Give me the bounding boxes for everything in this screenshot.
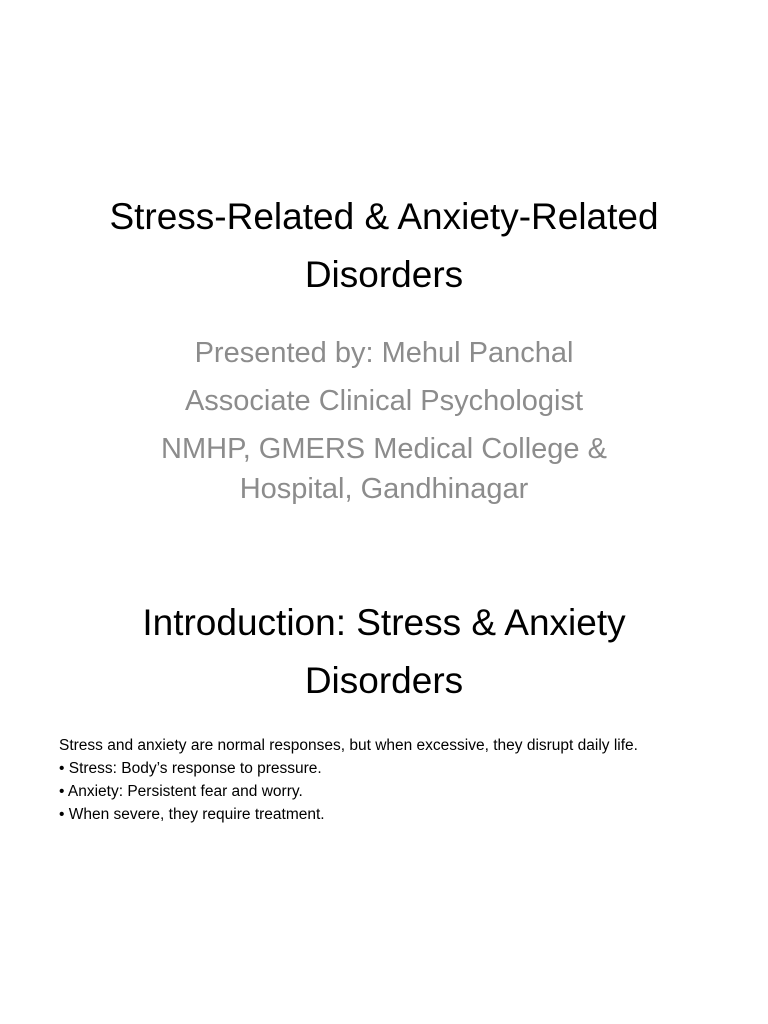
slide-title (40, 594, 728, 710)
intro-text: Stress and anxiety are normal responses, but when excessive, they disrupt daily life. (59, 737, 638, 754)
presenter-name: Presented by: Mehul Panchal (194, 337, 574, 369)
slide-body (59, 734, 739, 826)
presenter-institution: Hospital, Gandhinagar (239, 473, 529, 505)
slide-title (40, 188, 728, 304)
title-line: Stress-Related & Anxiety-Related (109, 196, 659, 237)
presenter-role: Associate Clinical Psychologist (184, 385, 584, 417)
title-line: Introduction: Stress & Anxiety (142, 602, 626, 643)
bullet-item: • Anxiety: Persistent fear and worry. (59, 783, 303, 800)
presenter-info (60, 333, 708, 509)
bullet-item: • Stress: Body’s response to pressure. (59, 760, 322, 777)
bullet-item: • When severe, they require treatment. (59, 806, 325, 823)
presenter-institution: NMHP, GMERS Medical College & (161, 433, 607, 465)
title-line: Disorders (304, 254, 464, 295)
title-line: Disorders (304, 660, 464, 701)
